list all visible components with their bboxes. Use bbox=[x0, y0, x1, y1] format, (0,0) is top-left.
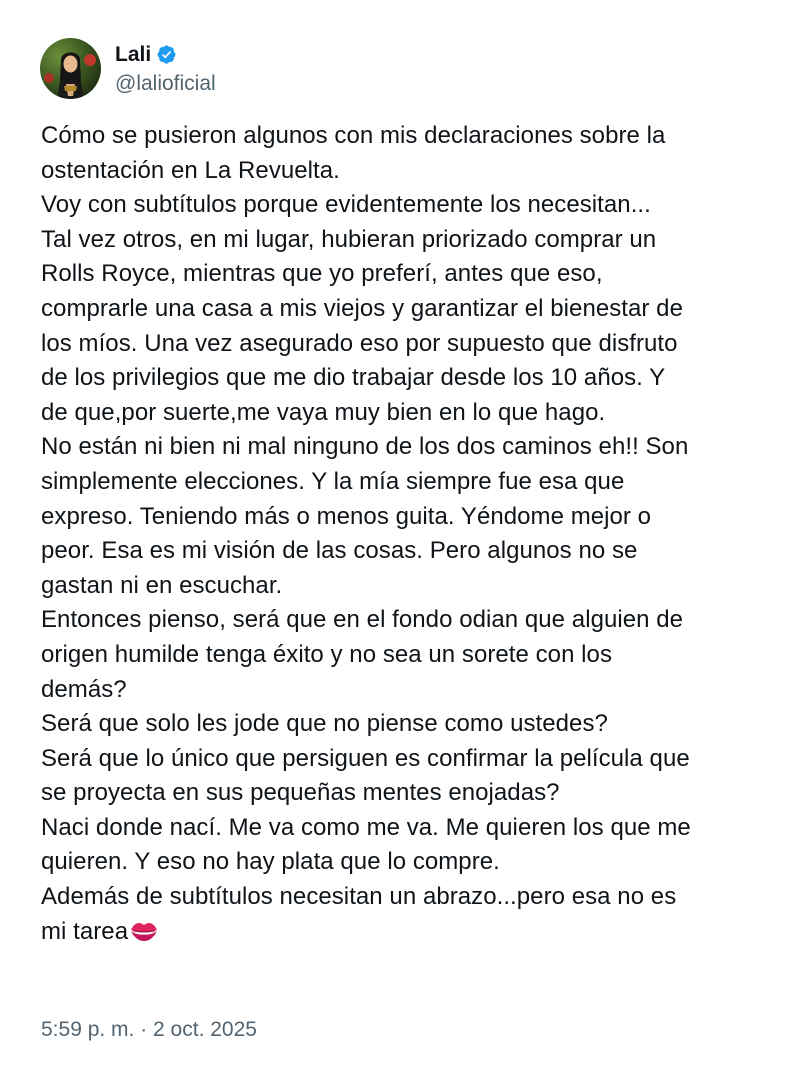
verified-badge-icon bbox=[156, 44, 177, 65]
tweet-line: origen humilde tenga éxito y no sea un sorete con los bbox=[41, 640, 613, 668]
tweet-timestamp[interactable]: 5:59 p. m. · 2 oct. 2025 bbox=[41, 1018, 257, 1041]
tweet-line: Naci donde nací. Me va como me va. Me quieren los que me bbox=[41, 813, 691, 841]
kiss-mark-icon bbox=[129, 918, 159, 940]
tweet-header bbox=[40, 37, 216, 99]
tweet-line: de los privilegios que me dio trabajar desde los 10 años. Y bbox=[41, 364, 666, 392]
tweet-line: Además de subtítulos necesitan un abrazo...pero esa no es bbox=[41, 883, 677, 911]
name-row bbox=[115, 41, 216, 69]
tweet-line: Entonces pienso, será que en el fondo odian que alguien de bbox=[41, 606, 684, 634]
tweet-line: Será que lo único que persiguen es confirmar la película que bbox=[41, 744, 690, 772]
tweet-line: de que,por suerte,me vaya muy bien en lo que hago. bbox=[41, 398, 606, 426]
display-name[interactable]: Lali bbox=[115, 42, 152, 66]
tweet-line: expreso. Teniendo más o menos guita. Yéndome mejor o bbox=[41, 502, 652, 530]
avatar[interactable] bbox=[40, 38, 101, 99]
profile-photo-icon bbox=[40, 38, 101, 99]
tweet-line: Será que solo les jode que no piense como ustedes? bbox=[41, 710, 608, 738]
tweet-line-text: mi tarea bbox=[41, 917, 129, 945]
tweet-line: los míos. Una vez asegurado eso por supuesto que disfruto bbox=[41, 329, 678, 357]
tweet-line: peor. Esa es mi visión de las cosas. Pero algunos no se bbox=[41, 537, 638, 565]
tweet-line: demás? bbox=[41, 675, 127, 703]
tweet-line: Rolls Royce, mientras que yo preferí, antes que eso, bbox=[41, 260, 603, 288]
tweet-line: Voy con subtítulos porque evidentemente los necesitan... bbox=[41, 191, 651, 219]
tweet-line: se proyecta en sus pequeñas mentes enojadas? bbox=[41, 779, 560, 807]
tweet-line: comprarle una casa a mis viejos y garantizar el bienestar de bbox=[41, 294, 683, 322]
tweet-line: Tal vez otros, en mi lugar, hubieran priorizado comprar un bbox=[41, 225, 657, 253]
tweet-line: ostentación en La Revuelta. bbox=[41, 156, 340, 184]
tweet-line: quieren. Y eso no hay plata que lo compre. bbox=[41, 848, 500, 876]
tweet-line: simplemente elecciones. Y la mía siempre fue esa que bbox=[41, 467, 625, 495]
tweet-line: Cómo se pusieron algunos con mis declaraciones sobre la bbox=[41, 122, 666, 149]
tweet-text bbox=[41, 119, 771, 949]
tweet-last-line bbox=[41, 915, 771, 950]
author-handle[interactable]: @lalioficial bbox=[115, 71, 216, 95]
author-names bbox=[115, 41, 216, 96]
tweet-line: gastan ni en escuchar. bbox=[41, 571, 283, 599]
tweet-line: No están ni bien ni mal ninguno de los dos caminos eh!! Son bbox=[41, 433, 689, 461]
